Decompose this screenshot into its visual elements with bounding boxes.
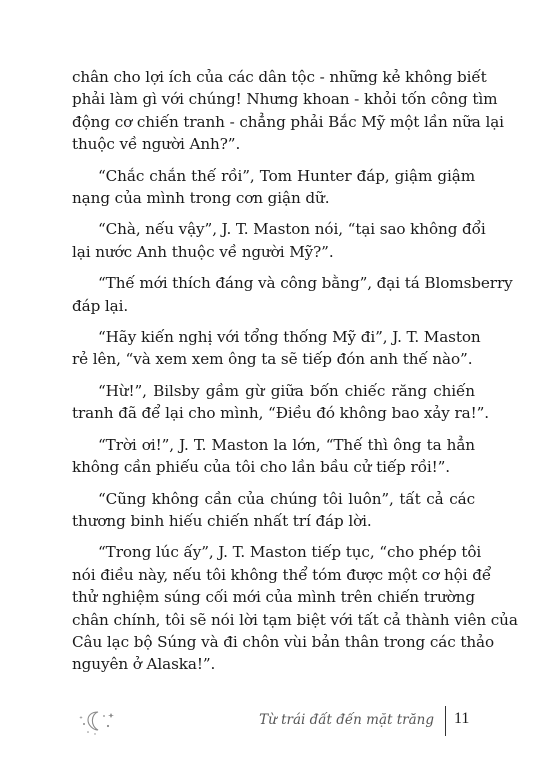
body-text (72, 66, 518, 685)
text-line: “Trời ơi!”, J. T. Maston la lớn, “Thế thì ông ta hẳn (98, 435, 475, 454)
paragraph (72, 66, 504, 156)
paragraph (72, 380, 490, 425)
paragraph (72, 326, 481, 371)
paragraph (72, 434, 475, 479)
text-line: nói điều này, nếu tôi không thể tóm được một cơ hội để (72, 565, 492, 584)
text-line: thương binh hiếu chiến nhất trí đáp lời. (72, 511, 372, 530)
text-line: “Hãy kiến nghị với tổng thống Mỹ đi”, J. T. Maston (98, 328, 481, 347)
moon-and-stars-icon (78, 706, 118, 738)
text-line: tranh đã để lại cho mình, “Điều đó không bao xảy ra!”. (72, 404, 490, 423)
text-line: thuộc về người Anh?”. (72, 135, 241, 154)
text-line: không cần phiếu của tôi cho lần bầu cử tiếp rồi!”. (72, 458, 451, 477)
text-line: “Chà, nếu vậy”, J. T. Maston nói, “tại sao không đổi (98, 220, 486, 239)
text-line: “Hừ!”, Bilsby gầm gừ giữa bốn chiếc răng chiến (98, 381, 475, 400)
paragraph (72, 541, 518, 675)
footer-divider (445, 706, 446, 736)
text-line: thử nghiệm súng cối mới của mình trên chiến trường (72, 588, 475, 607)
running-title: Từ trái đất đến mặt trăng (259, 712, 434, 728)
text-line: “Thế mới thích đáng và công bằng”, đại tá Blomsberry (98, 274, 513, 293)
text-line: rẻ lên, “và xem xem ông ta sẽ tiếp đón anh thế nào”. (72, 350, 473, 369)
text-line: “Chắc chắn thế rồi”, Tom Hunter đáp, giậm giậm (98, 166, 475, 185)
text-line: chân chính, tôi sẽ nói lời tạm biệt với tất cả thành viên của (72, 610, 518, 629)
paragraph (72, 218, 486, 263)
text-line: nguyên ở Alaska!”. (72, 655, 216, 674)
text-line: “Cũng không cần của chúng tôi luôn”, tất cả các (98, 489, 475, 508)
page-number: 11 (454, 710, 470, 727)
paragraph (72, 165, 475, 210)
text-line: lại nước Anh thuộc về người Mỹ?”. (72, 242, 334, 261)
text-line: Câu lạc bộ Súng và đi chôn vùi bản thân trong các thảo (72, 632, 495, 651)
paragraph (72, 272, 513, 317)
text-line: chân cho lợi ích của các dân tộc - những kẻ không biết (72, 68, 487, 86)
text-line: động cơ chiến tranh - chẳng phải Bắc Mỹ một lần nữa lại (72, 112, 504, 131)
text-line: nạng của mình trong cơn giận dữ. (72, 189, 330, 208)
paragraph (72, 488, 475, 533)
text-line: “Trong lúc ấy”, J. T. Maston tiếp tục, “cho phép tôi (98, 543, 482, 562)
text-line: phải làm gì với chúng! Nhưng khoan - khỏi tốn công tìm (72, 90, 498, 109)
page-footer (0, 702, 548, 742)
text-line: đáp lại. (72, 296, 129, 315)
